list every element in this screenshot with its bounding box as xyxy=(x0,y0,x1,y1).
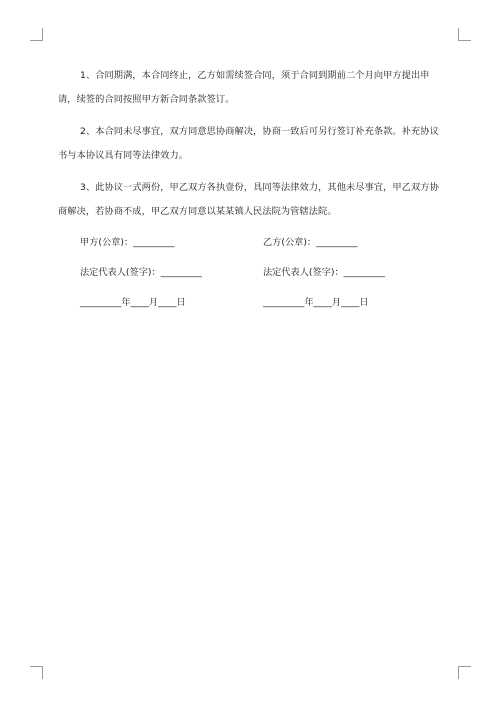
party-a-date: _________年____月____日 xyxy=(80,297,186,308)
party-b-date: _________年____月____日 xyxy=(263,297,369,308)
party-a-seal: 甲方(公章)：_________ xyxy=(80,237,175,248)
party-a-representative: 法定代表人(签字)：_________ xyxy=(80,267,203,278)
crop-mark-bottom-right xyxy=(458,666,471,679)
party-b-representative: 法定代表人(签字)：_________ xyxy=(263,267,386,278)
clause-3: 3、此协议一式两份，甲乙双方各执壹份，具同等法律效力，其他未尽事宜，甲乙双方协商解决，若协商不成，甲乙双方同意以某某镇人民法院为管辖法院。 xyxy=(58,182,439,217)
seal-row xyxy=(58,236,446,250)
crop-mark-bottom-left xyxy=(30,666,43,679)
crop-mark-top-left xyxy=(30,28,43,41)
date-row xyxy=(58,296,446,310)
party-b-seal: 乙方(公章)：_________ xyxy=(263,237,358,248)
crop-mark-top-right xyxy=(458,28,471,41)
document-body xyxy=(58,64,446,310)
clause-1: 1、合同期满，本合同终止，乙方如需续签合同，须于合同到期前二个月向甲方提出申请，续签的合同按照甲方新合同条款签订。 xyxy=(58,70,430,105)
representative-row xyxy=(58,266,446,280)
clause-2: 2、本合同未尽事宜，双方同意思协商解决，协商一致后可另行签订补充条款。补充协议书与本协议具有同等法律效力。 xyxy=(58,126,439,161)
